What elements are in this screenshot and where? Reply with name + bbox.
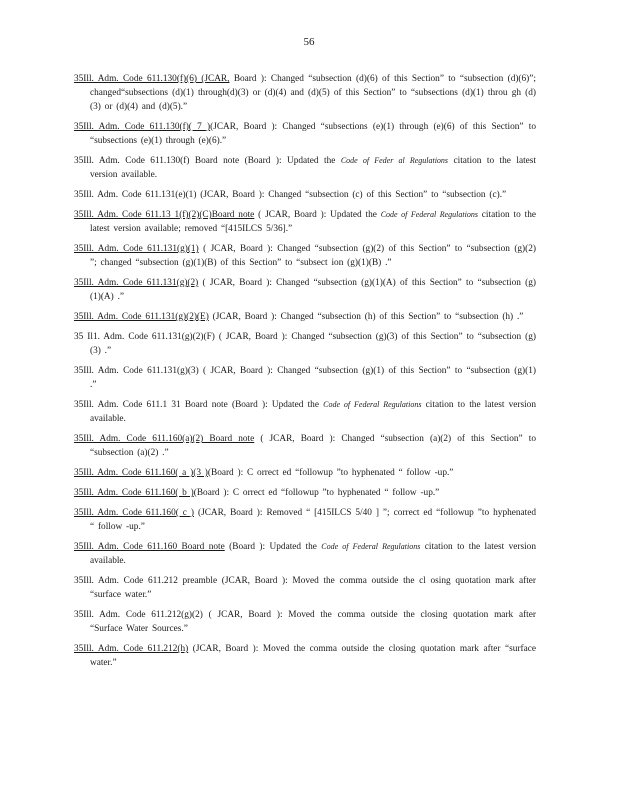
entry-text: (Board ): C orrect ed “followup ”to hyphenated “ follow -up.”: [207, 468, 454, 478]
entry-citation-underlined: 35Ill. Adm. Code 611.160 Board note: [74, 542, 225, 552]
entry-text: ( JCAR, Board ): Changed “subsection (a)(2) of this Section” to “subsection (a)(2) .”: [90, 434, 536, 458]
entry-text: 35Ill. Adm. Code 611.131(g)(3) ( JCAR, Board ): Changed “subsection (g)(1) of this Section” to “subsection (g)(1) .”: [74, 366, 536, 390]
entry-citation-underlined: 35Ill. Adm. Code 611.212(h): [74, 644, 189, 654]
entry-text: 35 Il1. Adm. Code 611.131(g)(2)(F) ( JCAR, Board ): Changed “subsection (g)(3) of this Section” to “subsection (g)(3) .”: [74, 332, 536, 356]
change-entry: [74, 432, 536, 460]
entry-citation-underlined: 35Ill. Adm. Code 611.13 1(f)(2)(C)Board note: [74, 210, 255, 220]
entry-text: 35Ill. Adm. Code 611.212(g)(2) ( JCAR, Board ): Moved the comma outside the closing quotation mark after “Surface Water Sources.”: [74, 610, 536, 634]
change-entry: [74, 72, 536, 114]
change-entry: [74, 574, 536, 602]
entry-text: 35Ill. Adm. Code 611.212 preamble (JCAR, Board ): Moved the comma outside the cl osing quotation mark after “surface water.”: [74, 576, 536, 600]
entry-text: citation to the latest version available.: [90, 542, 536, 566]
change-entry: [74, 364, 536, 392]
change-entry: [74, 506, 536, 534]
entry-text: (JCAR, Board ): Changed “subsections (e)(1) through (e)(6) of this Section” to “subsections (e)(1) through (e)(6).”: [90, 122, 536, 146]
entry-cfr-italic: Code of Federal Regulations: [323, 400, 422, 409]
change-entry: [74, 540, 536, 568]
change-entry: [74, 466, 536, 480]
entry-text: 35Ill. Adm. Code 611.1 31 Board note (Board ): Updated the: [74, 400, 324, 410]
entry-text: ( JCAR, Board ): Changed “subsection (g)(2) of this Section” to “subsection (g)(2) ”; changed “subsection (g)(1)(B) of this Section” to “subsect ion (g)(1)(B) .”: [90, 244, 536, 268]
entry-text: (JCAR, Board ): Moved the comma outside the closing quotation mark after “surface water.”: [90, 644, 536, 668]
entry-text: citation to the latest version available; removed “[415ILCS 5/36].”: [90, 210, 536, 234]
change-entry: [74, 242, 536, 270]
page-number: 56: [303, 36, 315, 48]
entry-text: ( JCAR, Board ): Updated the: [254, 210, 381, 220]
entry-citation-underlined: 35Ill. Adm. Code 611.160( b ): [74, 488, 194, 498]
change-entry: [74, 310, 536, 324]
entry-text: (Board ): Updated the: [224, 542, 322, 552]
entry-cfr-italic: Code of Federal Regulations: [321, 542, 421, 551]
change-entry: [74, 208, 536, 236]
entry-text: citation to the latest version available.: [90, 156, 537, 180]
entry-citation-underlined: 35Ill. Adm. Code 611.160( c ): [74, 508, 194, 518]
change-entry: [74, 608, 536, 636]
entry-text: 35Ill. Adm. Code 611.130(f) Board note (Board ): Updated the: [74, 156, 341, 166]
change-entry: [74, 276, 536, 304]
entry-citation-underlined: 35Ill. Adm. Code 611.160(a)(2) Board note: [74, 434, 255, 444]
change-entry: [74, 154, 536, 182]
entry-text: (JCAR, Board ): Changed “subsection (h) of this Section” to “subsection (h) .”: [208, 312, 524, 322]
entry-text: Board ): Changed “subsection (d)(6) of this Section” to “subsection (d)(6)”; changed“subsections (d)(1) through(d)(3) or (d)(4) and (d)(5) of this Section” to “subsections (d)(1) throu gh (d)(3) or (d)(4) and (d)(5).”: [90, 74, 536, 112]
entry-citation-underlined: 35Ill. Adm. Code 611.130(f)( 7 ): [74, 122, 211, 132]
entry-citation-underlined: 35Ill. Adm. Code 611.130(f)(6) (JCAR,: [74, 74, 230, 84]
entry-citation-underlined: 35Ill. Adm. Code 611.160( a )(3 ): [74, 468, 208, 478]
change-entry: [74, 398, 536, 426]
entry-text: ( JCAR, Board ): Changed “subsection (g)(1)(A) of this Section” to “subsection (g)(1)(A) .”: [90, 278, 536, 302]
change-entry: [74, 486, 536, 500]
entry-text: 35Ill. Adm. Code 611.131(e)(1) (JCAR, Board ): Changed “subsection (c) of this Section” to “subsection (c).”: [74, 190, 507, 200]
entry-cfr-italic: Code of Feder al Regulations: [340, 156, 449, 165]
entry-citation-underlined: 35Ill. Adm. Code 611.131(g)(1): [74, 244, 199, 254]
entry-citation-underlined: 35Ill. Adm. Code 611.131(g)(2): [74, 278, 199, 288]
change-log-list: [74, 72, 536, 676]
change-entry: [74, 330, 536, 358]
change-entry: [74, 642, 536, 670]
entry-cfr-italic: Code of Federal Regulations: [380, 210, 478, 219]
change-entry: [74, 188, 536, 202]
entry-text: (Board ): C orrect ed “followup ”to hyphenated “ follow -up.”: [193, 488, 440, 498]
entry-text: (JCAR, Board ): Removed “ [415ILCS 5/40 ] ”; correct ed “followup ”to hyphenated “ follow -up.”: [90, 508, 536, 532]
entry-text: citation to the latest version available.: [90, 400, 536, 424]
entry-citation-underlined: 35Ill. Adm. Code 611.131(g)(2)(E): [74, 312, 209, 322]
change-entry: [74, 120, 536, 148]
